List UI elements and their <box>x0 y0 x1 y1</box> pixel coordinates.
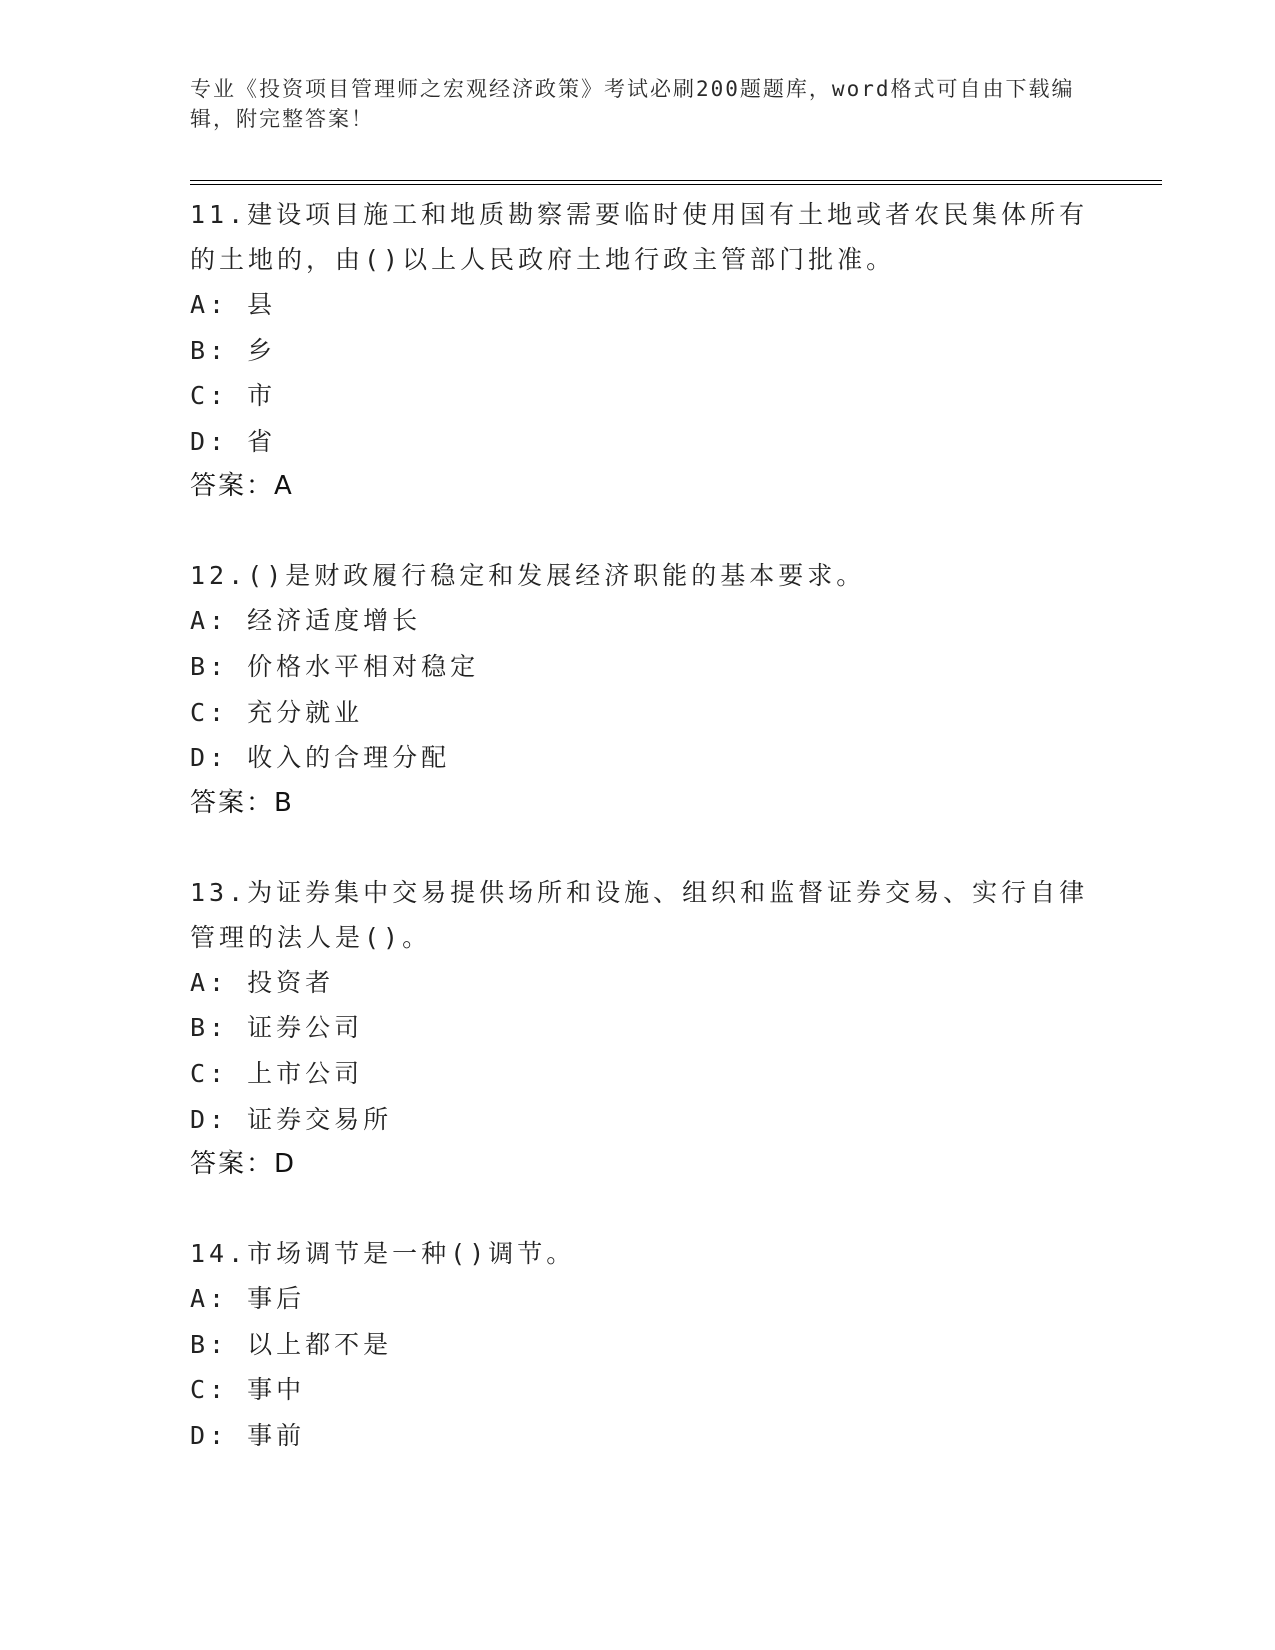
option-b: B: 价格水平相对稳定 <box>190 651 480 681</box>
option-a: A: 县 <box>190 290 277 319</box>
option-a: A: 经济适度增长 <box>190 606 422 636</box>
question-14 <box>190 1231 1090 1458</box>
question-stem: 12.()是财政履行稳定和发展经济职能的基本要求。 <box>190 561 866 591</box>
option-b: B: 以上都不是 <box>190 1329 393 1359</box>
option-d: D: 收入的合理分配 <box>190 743 451 773</box>
question-stem: 14.市场调节是一种()调节。 <box>190 1239 576 1269</box>
intro-text: 专业《投资项目管理师之宏观经济政策》考试必刷200题题库，word格式可自由下载编辑，附完整答案！ <box>190 77 1075 131</box>
option-a: A: 事后 <box>190 1284 306 1314</box>
option-c: C: 上市公司 <box>190 1058 364 1088</box>
question-11 <box>190 192 1090 509</box>
question-stem: 13.为证券集中交易提供场所和设施、组织和监督证券交易、实行自律管理的法人是()。 <box>190 877 1089 952</box>
question-12 <box>190 553 1090 825</box>
option-c: C: 事中 <box>190 1375 306 1405</box>
option-b: B: 证券公司 <box>190 1013 364 1043</box>
question-13 <box>190 870 1090 1187</box>
option-d: D: 证券交易所 <box>190 1104 393 1134</box>
question-stem: 11.建设项目施工和地质勘察需要临时使用国有土地或者农民集体所有的土地的，由()以上人民政府土地行政主管部门批准。 <box>190 200 1089 274</box>
option-b: B: 乡 <box>190 335 277 365</box>
answer-text: 答案：A <box>190 471 294 502</box>
answer-text: 答案：D <box>190 1149 297 1180</box>
option-c: C: 市 <box>190 381 277 411</box>
option-a: A: 投资者 <box>190 967 335 997</box>
option-c: C: 充分就业 <box>190 697 364 727</box>
question-list <box>190 192 1090 1503</box>
divider-line-top <box>190 180 1162 181</box>
divider-line-bottom <box>190 184 1162 185</box>
option-d: D: 事前 <box>190 1420 306 1450</box>
option-d: D: 省 <box>190 426 277 456</box>
answer-text: 答案：B <box>190 787 294 818</box>
